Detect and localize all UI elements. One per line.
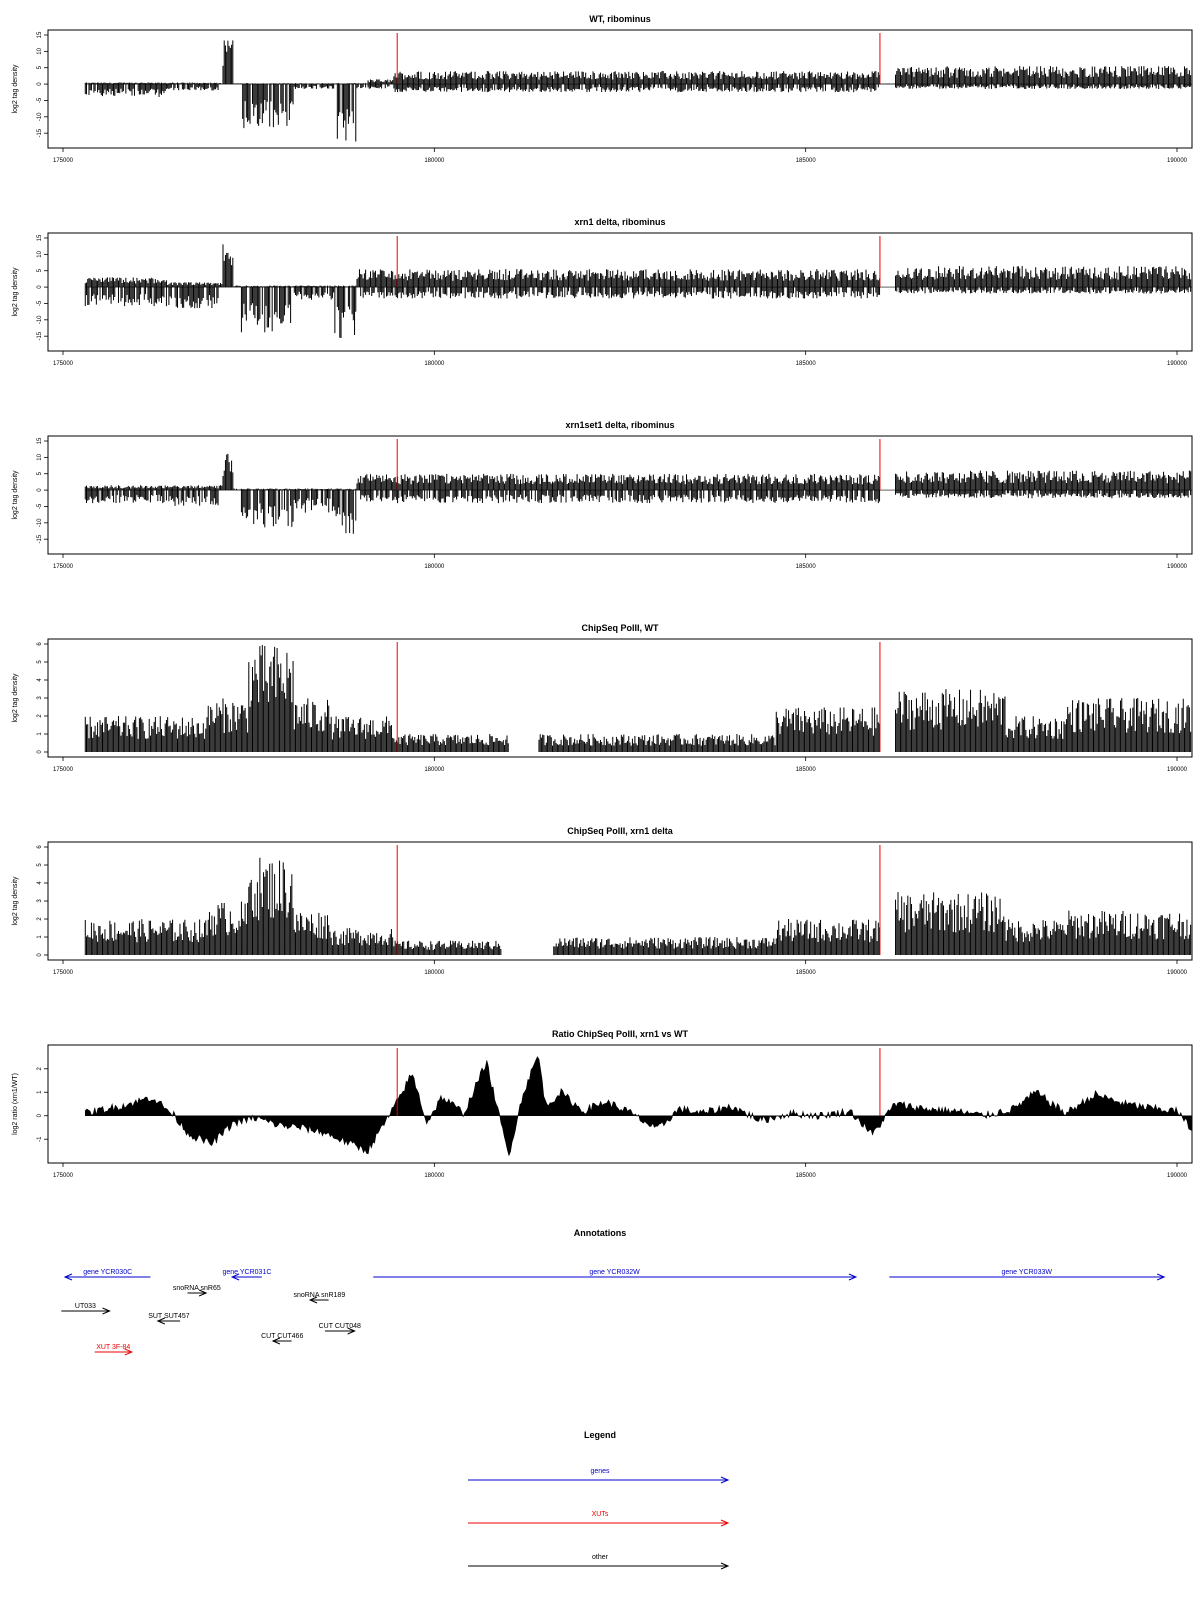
annotation-item bbox=[261, 1333, 303, 1344]
x-axis bbox=[53, 757, 1188, 773]
data-series bbox=[85, 40, 1192, 141]
legend-item bbox=[468, 1554, 728, 1569]
chart-panel-2 bbox=[12, 217, 1192, 367]
x-axis bbox=[53, 351, 1188, 367]
signal-bars bbox=[85, 244, 1190, 338]
x-tick-label: 185000 bbox=[795, 1173, 816, 1179]
y-tick-label: 6 bbox=[37, 642, 43, 646]
x-tick-label: 190000 bbox=[1166, 158, 1188, 164]
signal-bars bbox=[85, 858, 1190, 955]
annotation-item bbox=[222, 1269, 271, 1280]
y-tick-label: -15 bbox=[37, 534, 43, 544]
y-tick-label: 0 bbox=[37, 82, 43, 86]
x-tick-label: 190000 bbox=[1166, 361, 1188, 367]
data-series bbox=[85, 454, 1192, 534]
data-series bbox=[85, 1057, 1192, 1156]
chart-panel-3 bbox=[12, 420, 1192, 570]
y-tick-label: 0 bbox=[37, 1114, 43, 1118]
y-axis-label: log2 tag density bbox=[12, 64, 19, 114]
signal-bars bbox=[85, 645, 1190, 752]
annotation-item bbox=[65, 1269, 150, 1280]
y-tick-label: 6 bbox=[37, 845, 43, 849]
annotation-item bbox=[293, 1292, 345, 1303]
x-tick-label: 175000 bbox=[52, 767, 74, 773]
y-tick-label: -10 bbox=[37, 518, 43, 528]
y-tick-label: 10 bbox=[37, 454, 43, 461]
y-tick-label: 5 bbox=[37, 269, 43, 273]
y-axis bbox=[37, 845, 48, 957]
y-tick-label: 4 bbox=[37, 881, 43, 885]
x-tick-label: 175000 bbox=[52, 158, 74, 164]
chart-title: Ratio ChipSeq PolII, xrn1 vs WT bbox=[551, 1029, 689, 1039]
x-tick-label: 175000 bbox=[52, 361, 74, 367]
annotation-item bbox=[95, 1344, 132, 1355]
annotations-panel bbox=[61, 1228, 1164, 1355]
chart-title: ChipSeq PolII, xrn1 delta bbox=[567, 826, 673, 836]
y-axis-label: log2 tag density bbox=[12, 876, 19, 926]
annotation-label: snoRNA snR189 bbox=[293, 1292, 346, 1299]
annotation-label: snoRNA snR65 bbox=[172, 1285, 221, 1292]
y-axis-label: log2 ratio (xrn1/WT) bbox=[12, 1073, 19, 1135]
annotation-label: UT033 bbox=[74, 1303, 96, 1310]
chart-title: WT, ribominus bbox=[589, 14, 651, 24]
annotation-label: gene YCR031C bbox=[222, 1269, 272, 1276]
chart-panel-5 bbox=[12, 826, 1192, 976]
legend-item bbox=[468, 1511, 728, 1526]
y-tick-label: 5 bbox=[37, 863, 43, 867]
x-tick-label: 180000 bbox=[424, 767, 445, 773]
y-tick-label: 1 bbox=[37, 732, 43, 736]
legend-label: XUTs bbox=[591, 1511, 609, 1518]
data-series bbox=[85, 858, 1190, 955]
y-tick-label: -5 bbox=[37, 300, 43, 307]
x-tick-label: 190000 bbox=[1166, 767, 1188, 773]
legend-label: other bbox=[592, 1554, 608, 1561]
y-axis bbox=[37, 1066, 48, 1141]
y-tick-label: 4 bbox=[37, 678, 43, 682]
chart-title: ChipSeq PolII, WT bbox=[581, 623, 659, 633]
y-tick-label: 0 bbox=[37, 953, 43, 957]
x-tick-label: 180000 bbox=[424, 564, 445, 570]
x-axis bbox=[53, 1163, 1188, 1179]
x-axis bbox=[53, 554, 1188, 570]
y-tick-label: 2 bbox=[37, 1067, 43, 1071]
y-tick-label: 0 bbox=[37, 488, 43, 492]
data-series bbox=[85, 645, 1190, 752]
x-tick-label: 185000 bbox=[795, 564, 816, 570]
x-tick-label: 180000 bbox=[424, 158, 445, 164]
legend-label: genes bbox=[590, 1468, 610, 1475]
chart-panel-6 bbox=[12, 1029, 1192, 1179]
x-tick-label: 190000 bbox=[1166, 1173, 1188, 1179]
x-tick-label: 180000 bbox=[424, 361, 445, 367]
y-tick-label: 2 bbox=[37, 917, 43, 921]
y-axis bbox=[37, 31, 48, 138]
y-tick-label: 10 bbox=[37, 48, 43, 55]
x-tick-label: 180000 bbox=[424, 970, 445, 976]
y-tick-label: 15 bbox=[37, 234, 43, 242]
y-axis-label: log2 tag density bbox=[12, 267, 19, 317]
y-axis-label: log2 tag density bbox=[12, 673, 19, 723]
y-axis bbox=[37, 437, 48, 544]
y-tick-label: 15 bbox=[37, 437, 43, 445]
y-tick-label: -5 bbox=[37, 97, 43, 104]
annotation-item bbox=[373, 1269, 856, 1280]
annotation-label: SUT SUT457 bbox=[148, 1313, 190, 1320]
x-tick-label: 175000 bbox=[52, 970, 74, 976]
annotation-item bbox=[61, 1303, 109, 1314]
y-axis bbox=[37, 234, 48, 341]
y-tick-label: 5 bbox=[37, 660, 43, 664]
annotation-item bbox=[889, 1269, 1164, 1280]
y-tick-label: 15 bbox=[37, 31, 43, 39]
chart-title: xrn1 delta, ribominus bbox=[574, 217, 666, 227]
y-tick-label: -1 bbox=[37, 1136, 43, 1142]
annotation-label: gene YCR033W bbox=[1001, 1269, 1052, 1276]
y-tick-label: 5 bbox=[37, 66, 43, 70]
legend-item bbox=[468, 1468, 728, 1483]
x-tick-label: 175000 bbox=[52, 564, 74, 570]
annotation-item bbox=[173, 1285, 221, 1296]
y-axis-label: log2 tag density bbox=[12, 470, 19, 520]
data-series bbox=[85, 244, 1192, 338]
ratio-area bbox=[85, 1057, 1192, 1156]
x-tick-label: 185000 bbox=[795, 767, 816, 773]
signal-bars bbox=[85, 40, 1190, 141]
x-tick-label: 175000 bbox=[52, 1173, 74, 1179]
chart-panel-1 bbox=[12, 14, 1192, 164]
y-tick-label: -10 bbox=[37, 315, 43, 325]
y-axis bbox=[37, 642, 48, 754]
x-tick-label: 185000 bbox=[795, 361, 816, 367]
y-tick-label: 0 bbox=[37, 285, 43, 289]
y-tick-label: 0 bbox=[37, 750, 43, 754]
x-tick-label: 180000 bbox=[424, 1173, 445, 1179]
legend-panel bbox=[468, 1430, 728, 1569]
y-tick-label: 2 bbox=[37, 714, 43, 718]
y-tick-label: -15 bbox=[37, 128, 43, 138]
annotation-label: CUT CUT048 bbox=[318, 1323, 361, 1330]
y-tick-label: 10 bbox=[37, 251, 44, 258]
y-tick-label: 3 bbox=[37, 696, 43, 700]
y-tick-label: 1 bbox=[37, 935, 43, 939]
y-tick-label: 3 bbox=[37, 899, 43, 903]
x-tick-label: 190000 bbox=[1166, 970, 1188, 976]
y-tick-label: -10 bbox=[37, 112, 43, 122]
y-tick-label: -15 bbox=[37, 331, 43, 341]
annotations-title: Annotations bbox=[573, 1228, 627, 1238]
y-tick-label: -5 bbox=[37, 503, 43, 510]
chart-panel-4 bbox=[12, 623, 1192, 773]
signal-bars bbox=[85, 454, 1190, 534]
annotation-label: gene YCR032W bbox=[589, 1269, 640, 1276]
x-axis bbox=[53, 148, 1188, 164]
x-tick-label: 185000 bbox=[795, 158, 816, 164]
annotation-label: XUT 3F-84 bbox=[96, 1344, 131, 1351]
annotation-label: CUT CUT466 bbox=[261, 1333, 304, 1340]
annotation-label: gene YCR030C bbox=[83, 1269, 133, 1276]
y-tick-label: 1 bbox=[37, 1090, 43, 1094]
x-axis bbox=[53, 960, 1188, 976]
x-tick-label: 185000 bbox=[795, 970, 816, 976]
legend-title: Legend bbox=[583, 1430, 617, 1440]
annotation-item bbox=[148, 1313, 190, 1324]
y-tick-label: 5 bbox=[37, 472, 43, 476]
chart-title: xrn1set1 delta, ribominus bbox=[565, 420, 675, 430]
x-tick-label: 190000 bbox=[1166, 564, 1188, 570]
annotation-item bbox=[319, 1323, 361, 1334]
